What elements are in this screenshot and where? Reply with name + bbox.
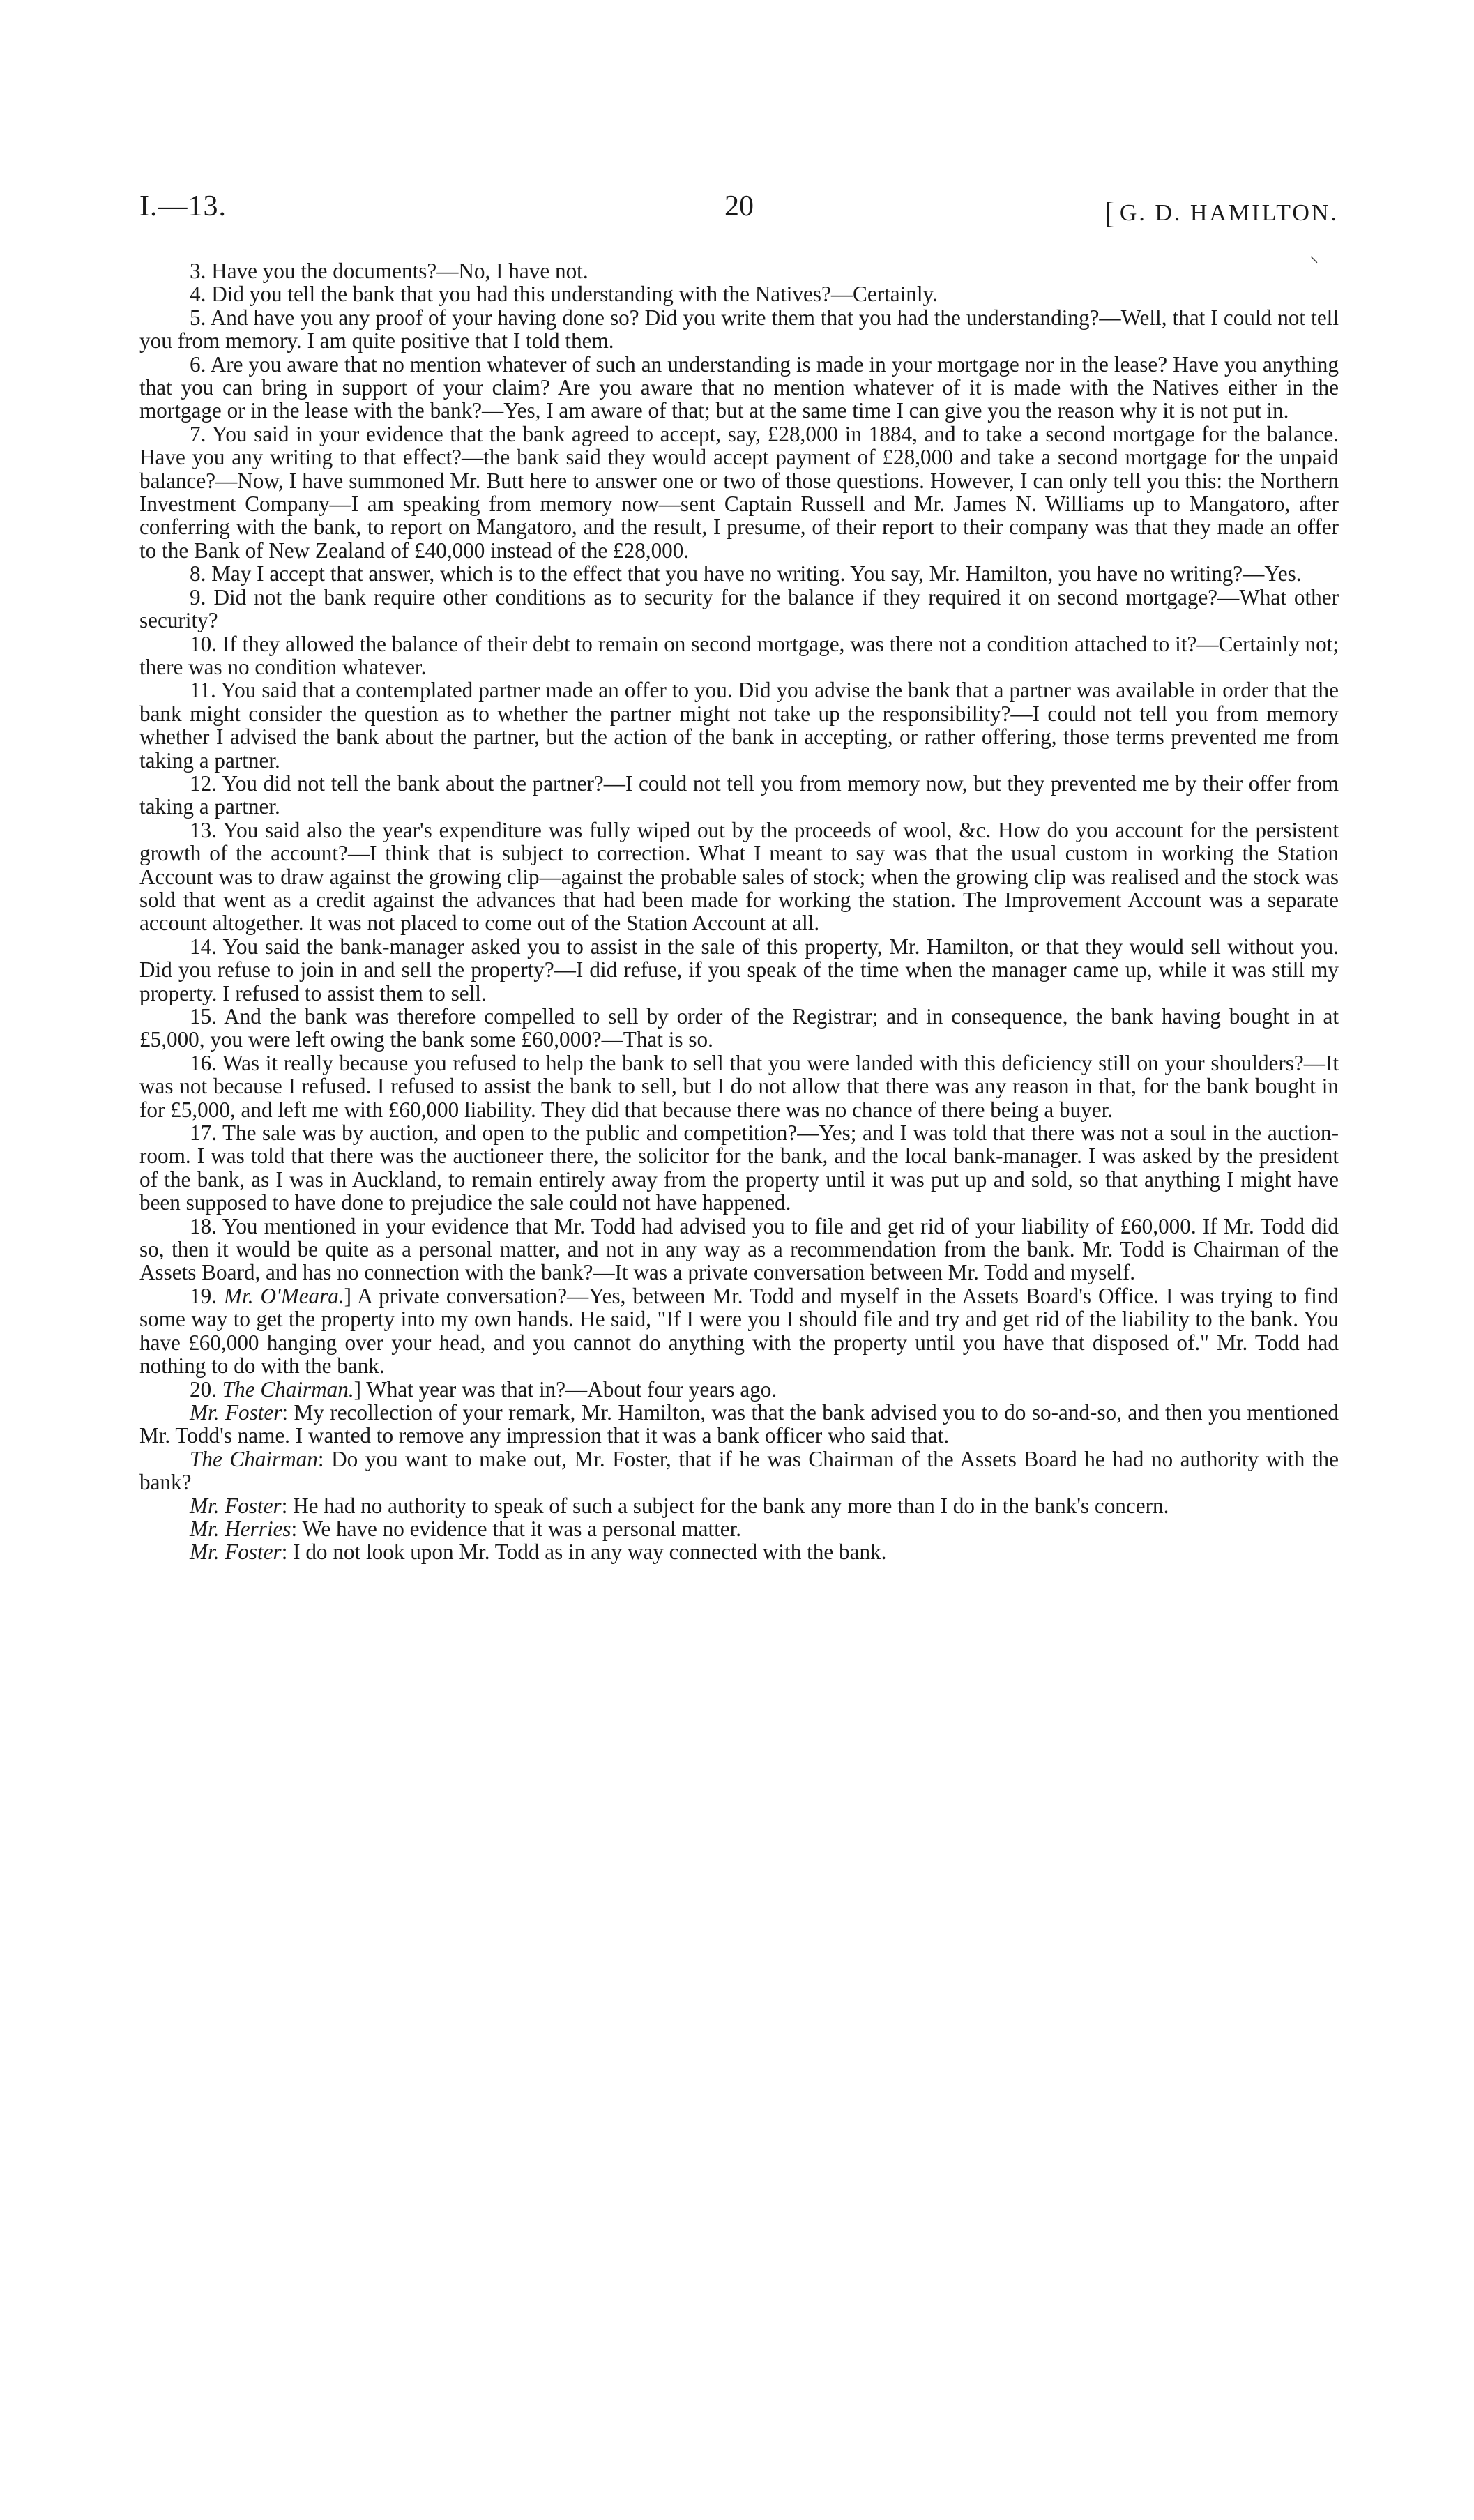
stray-mark: ⸌ — [1309, 253, 1319, 273]
question-8: 8. May I accept that answer, which is to the effect that you have no writing. You say, Mr. Hamilton, you have no writing?—Yes. — [190, 561, 1302, 586]
speaker-name: Mr. Foster — [190, 1540, 282, 1565]
question-9: 9. Did not the bank require other conditions as to security for the balance if they required it on second mortgage?—What other security? — [139, 584, 1339, 633]
speech-text: : I do not look upon Mr. Todd as in any way connected with the bank. — [281, 1540, 887, 1565]
remark-foster-3 — [139, 1540, 1339, 1563]
question-10: 10. If they allowed the balance of their debt to remain on second mortgage, was there not a condition attached to it?—Certainly not; there was no condition whatever. — [139, 631, 1339, 679]
speech-text: : My recollection of your remark, Mr. Hamilton, was that the bank advised you to do so-and-so, and then you mentioned Mr. Todd's name. I wanted to remove any impression that it was a bank officer who said that. — [139, 1399, 1339, 1448]
question-13: 13. You said also the year's expenditure was fully wiped out by the proceeds of wool, &c. How do you account for the persistent growth of the account?—I think that is subject to correction. What I meant to say was that the usual custom in working the Station Account was to draw against the growing clip—against the probable sales of stock; when the growing clip was realised and the stock was sold that went as a credit against the advances that had been made for working the station. The Improvement Account was a separate account altogether. It was not placed to come out of the Station Account at all. — [139, 817, 1339, 936]
speaker-name: The Chairman — [190, 1446, 318, 1471]
question-18: 18. You mentioned in your evidence that Mr. Todd had advised you to file and get rid of your liability of £60,000. If Mr. Todd did so, then it would be quite as a personal matter, and not in any way as a recommendation from the bank. Mr. Todd is Chairman of the Assets Board, and has no connection with the bank?—It was a private conversation between Mr. Todd and myself. — [139, 1213, 1339, 1285]
speech-text: : Do you want to make out, Mr. Foster, that if he was Chairman of the Assets Board he had no authority with the bank? — [139, 1446, 1339, 1495]
speaker-name: Mr. O'Meara. — [224, 1283, 344, 1308]
witness-name: [ G. D. HAMILTON. — [1104, 196, 1339, 230]
page-header — [139, 190, 1339, 231]
question-number: 19. — [190, 1283, 225, 1308]
question-12: 12. You did not tell the bank about the partner?—I could not tell you from memory now, but they prevented me by their offer from taking a partner. — [139, 771, 1339, 819]
page-number: 20 — [724, 190, 754, 222]
speech-text: ] A private conversation?—Yes, between Mr. Todd and myself in the Assets Board's Office. I was trying to find some way to get the property into my own hands. He said, "If I were you I should file and try and get rid of the liability to the bank. You have £60,000 hanging over your head, and you cannot do anything with the property until you have that disposed of." Mr. Todd had nothing to do with the bank. — [139, 1283, 1339, 1379]
question-11: 11. You said that a contemplated partner made an offer to you. Did you advise the bank that a partner was available in order that the bank might consider the question as to whether the partner might not take up the responsibility?—I could not tell you from memory whether I advised the bank about the partner, but the action of the bank in accepting, or rather offering, those terms prevented me from taking a partner. — [139, 678, 1339, 773]
question-15: 15. And the bank was therefore compelled to sell by order of the Registrar; and in consequence, the bank having bought in at £5,000, you were left owing the bank some £60,000?—That is so. — [139, 1004, 1339, 1052]
question-14: 14. You said the bank-manager asked you to assist in the sale of this property, Mr. Hamilton, or that they would sell without you. Did you refuse to join in and sell the property?—I did refuse, if you speak of the time when the manager came up, while it was still my property. I refused to assist them to sell. — [139, 934, 1339, 1005]
document-body — [139, 259, 1339, 1564]
remark-chairman — [139, 1448, 1339, 1494]
question-3: 3. Have you the documents?—No, I have not. — [190, 259, 588, 283]
question-20 — [139, 1378, 1339, 1401]
question-16: 16. Was it really because you refused to help the bank to sell that you were landed with this deficiency still on your shoulders?—It was not because I refused. I refused to assist the bank to sell, but I do not allow that there was any reason in that, for the bank bought in for £5,000, and left me with £60,000 liability. They did that because there was no chance of there being a buyer. — [139, 1050, 1339, 1122]
remark-herries — [139, 1517, 1339, 1540]
question-number: 20. — [190, 1376, 222, 1402]
question-6: 6. Are you aware that no mention whatever of such an understanding is made in your mortgage nor in the lease? Have you anything that you can bring in support of your claim? Are you aware that no mention whatever of it is made with the Natives either in the mortgage or in the lease with the bank?—Yes, I am aware of that; but at the same time I can give you the reason why it is not put in. — [139, 351, 1339, 423]
speaker-name: The Chairman. — [222, 1376, 354, 1402]
speech-text: : We have no evidence that it was a personal matter. — [291, 1516, 742, 1541]
witness-name-text: G. D. HAMILTON. — [1119, 200, 1339, 226]
question-17: 17. The sale was by auction, and open to the public and competition?—Yes; and I was told that there was not a soul in the auction-room. I was told that there was the auctioneer there, the solicitor for the bank, and the local bank-manager. I was asked by the president of the bank, as I was in Auckland, to remain entirely away from the property until it was put up and sold, so that anything I might have been supposed to have done to prejudice the sale could not have happened. — [139, 1121, 1339, 1215]
paper-reference: I.—13. — [139, 190, 227, 222]
speaker-name: Mr. Herries — [190, 1516, 291, 1541]
speaker-name: Mr. Foster — [190, 1399, 282, 1425]
question-7: 7. You said in your evidence that the bank agreed to accept, say, £28,000 in 1884, and to take a second mortgage for the balance. Have you any writing to that effect?—the bank said they would accept payment of £28,000 and take a second mortgage for the unpaid balance?—Now, I have summoned Mr. Butt here to answer one or two of those questions. However, I can only tell you this: the Northern Investment Company—I am speaking from memory now—sent Captain Russell and Mr. James N. Williams up to Mangatoro, after conferring with the bank, to report on Mangatoro, and the result, I presume, of their report to their company was that they made an offer to the Bank of New Zealand of £40,000 instead of the £28,000. — [139, 421, 1339, 563]
question-4: 4. Did you tell the bank that you had this understanding with the Natives?—Certainly. — [190, 282, 938, 307]
question-5: 5. And have you any proof of your having done so? Did you write them that you had the understanding?—Well, that I could not tell you from memory. I am quite positive that I told them. — [139, 305, 1339, 354]
speech-text: ] What year was that in?—About four years ago. — [354, 1376, 777, 1402]
question-19 — [139, 1284, 1339, 1378]
speech-text: : He had no authority to speak of such a subject for the bank any more than I do in the bank's concern. — [281, 1493, 1169, 1518]
remark-foster-1 — [139, 1401, 1339, 1448]
remark-foster-2 — [139, 1494, 1339, 1517]
speaker-name: Mr. Foster — [190, 1493, 282, 1518]
